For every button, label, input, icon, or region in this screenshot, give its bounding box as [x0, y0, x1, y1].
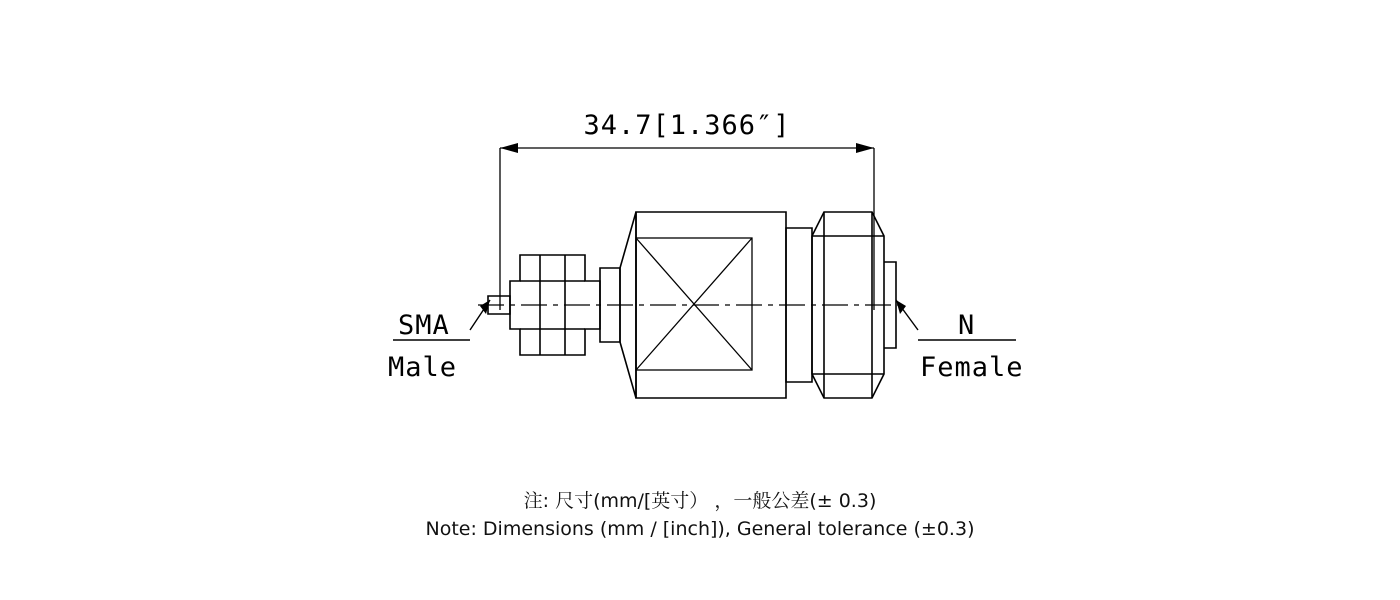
- n-label-line2: Female: [920, 352, 1024, 383]
- dimension-label: 34.7[1.366″]: [583, 110, 791, 141]
- sma-label-line1: SMA: [398, 310, 450, 341]
- dimension-arrow-right: [856, 143, 874, 153]
- dimension-arrow-left: [500, 143, 518, 153]
- note-english: Note: Dimensions (mm / [inch]), General tolerance (±0.3): [425, 518, 975, 540]
- sma-male-callout: [388, 300, 490, 383]
- sma-label-line2: Male: [388, 352, 458, 383]
- n-label-line1: N: [958, 310, 976, 341]
- n-female-callout: [896, 300, 1024, 383]
- overall-length-dimension: [500, 110, 874, 310]
- notes-block: [0, 487, 1400, 543]
- note-chinese: 注: 尺寸(mm/[英寸） ，一般公差(± 0.3): [523, 490, 877, 512]
